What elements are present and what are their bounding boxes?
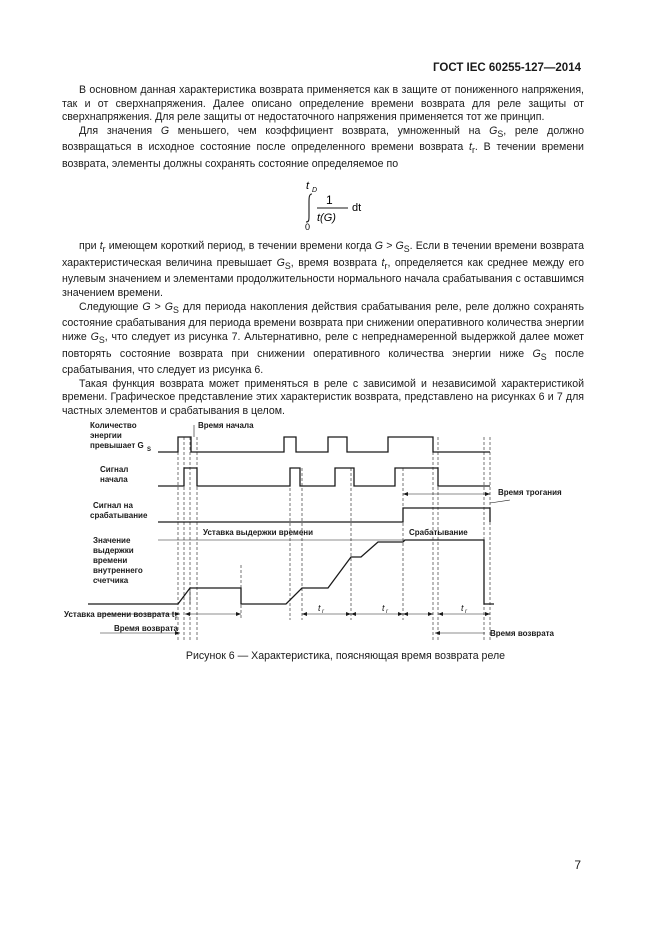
label-trip-2: срабатывание	[90, 511, 148, 520]
tr-label-1: t	[318, 603, 321, 613]
trip-signal	[158, 508, 490, 522]
page-number: 7	[574, 858, 581, 872]
label-energy-2: энергии	[90, 431, 122, 440]
svg-text:D: D	[312, 187, 318, 194]
annotation-pickup-time: Время трогания	[498, 488, 562, 497]
svg-text:dt: dt	[352, 202, 362, 214]
label-counter-4: внутреннего	[93, 566, 143, 575]
svg-text:0: 0	[305, 222, 311, 232]
annotation-reset-time-right: Время возврата	[490, 629, 555, 638]
paragraph-3: при $t_r$ имеющем короткий период, в течении времени когда $G > G_S$. Если в течении времени возврата характеристическая величина превышает $G_S$, время возврата $t_r$, определяется как среднее между его нулевым значением и элементами продолжительности нормального начала срабатывания с оставшимся значением времени.	[62, 240, 584, 299]
figure-caption: Рисунок 6 — Характеристика, поясняющая время возврата реле	[185, 650, 506, 662]
paragraph-4: Следующие $G > G_S$ для периода накопления действия срабатывания реле, реле должно сохранять состояние срабатывания для периода времени возврата при снижении оперативного количества энергии ниже $G_S$, что следует из рисунка 7. Альтернативно, реле с непреднамеренной выдержкой далее может повторять состояние возврата при снижении оперативного количества энергии ниже $G_S$ после срабатывания, что следует из рисунка 6.	[62, 300, 584, 377]
svg-text:r: r	[386, 609, 388, 615]
label-counter-2: выдержки	[93, 546, 134, 555]
label-trip-1: Сигнал на	[93, 501, 133, 510]
tr-label-3: t	[461, 603, 464, 613]
body-text-top	[62, 84, 584, 172]
svg-text:t: t	[306, 180, 310, 192]
body-text-bottom	[62, 240, 584, 419]
annotation-reset-setting: Уставка времени возврата t	[64, 610, 175, 619]
figure-6-timing-diagram	[60, 415, 580, 645]
svg-text:S: S	[147, 447, 152, 453]
svg-text:r: r	[322, 609, 324, 615]
svg-text:r: r	[175, 616, 178, 622]
label-counter-3: времени	[93, 556, 128, 565]
label-start-1: Сигнал	[100, 465, 129, 474]
reset-integral-formula	[300, 176, 400, 232]
label-counter-5: счетчика	[93, 576, 129, 585]
annotation-operation: Срабатывание	[409, 528, 468, 537]
annotation-delay-setting: Уставка выдержки времени	[203, 528, 314, 537]
start-signal	[158, 468, 490, 486]
energy-signal	[158, 437, 490, 452]
paragraph-2: Для значения G меньшего, чем коэффициент возврата, умноженный на $G_S$, реле должно возвращаться в исходное состояние после определенного времени возврата $t_r$. В течении времени возврата, элементы должны сохранять состояние определяемое по	[62, 124, 585, 171]
tr-label-2: t	[382, 603, 385, 613]
annotation-reset-time-left: Время возврата	[114, 624, 179, 633]
svg-text:t(G): t(G)	[317, 212, 336, 224]
paragraph-5: Такая функция возврата может применяться в реле с зависимой и независимой характеристикой времени. Графическое представление этих характеристик возврата, представлено на рисунках 6 и 7 для частных элементов и срабатывания в целом.	[62, 377, 584, 418]
document-header: ГОСТ IEC 60255-127—2014	[433, 62, 581, 74]
label-start-2: начала	[100, 475, 128, 484]
label-energy-1: Количество	[90, 421, 137, 430]
annotation-start-time: Время начала	[198, 421, 254, 430]
label-counter-1: Значение	[93, 536, 131, 545]
svg-text:1: 1	[326, 193, 333, 207]
paragraph-1: В основном данная характеристика возврата применяется как в защите от пониженного напряжения, так и от сверхнапряжения. Далее описано определение времени возврата для реле защиты от сверхнапряжения. Для реле защиты от недостаточного напряжения применяется тот же принцип.	[62, 84, 584, 124]
svg-text:r: r	[465, 609, 467, 615]
label-energy-3: превышает G	[90, 441, 144, 450]
